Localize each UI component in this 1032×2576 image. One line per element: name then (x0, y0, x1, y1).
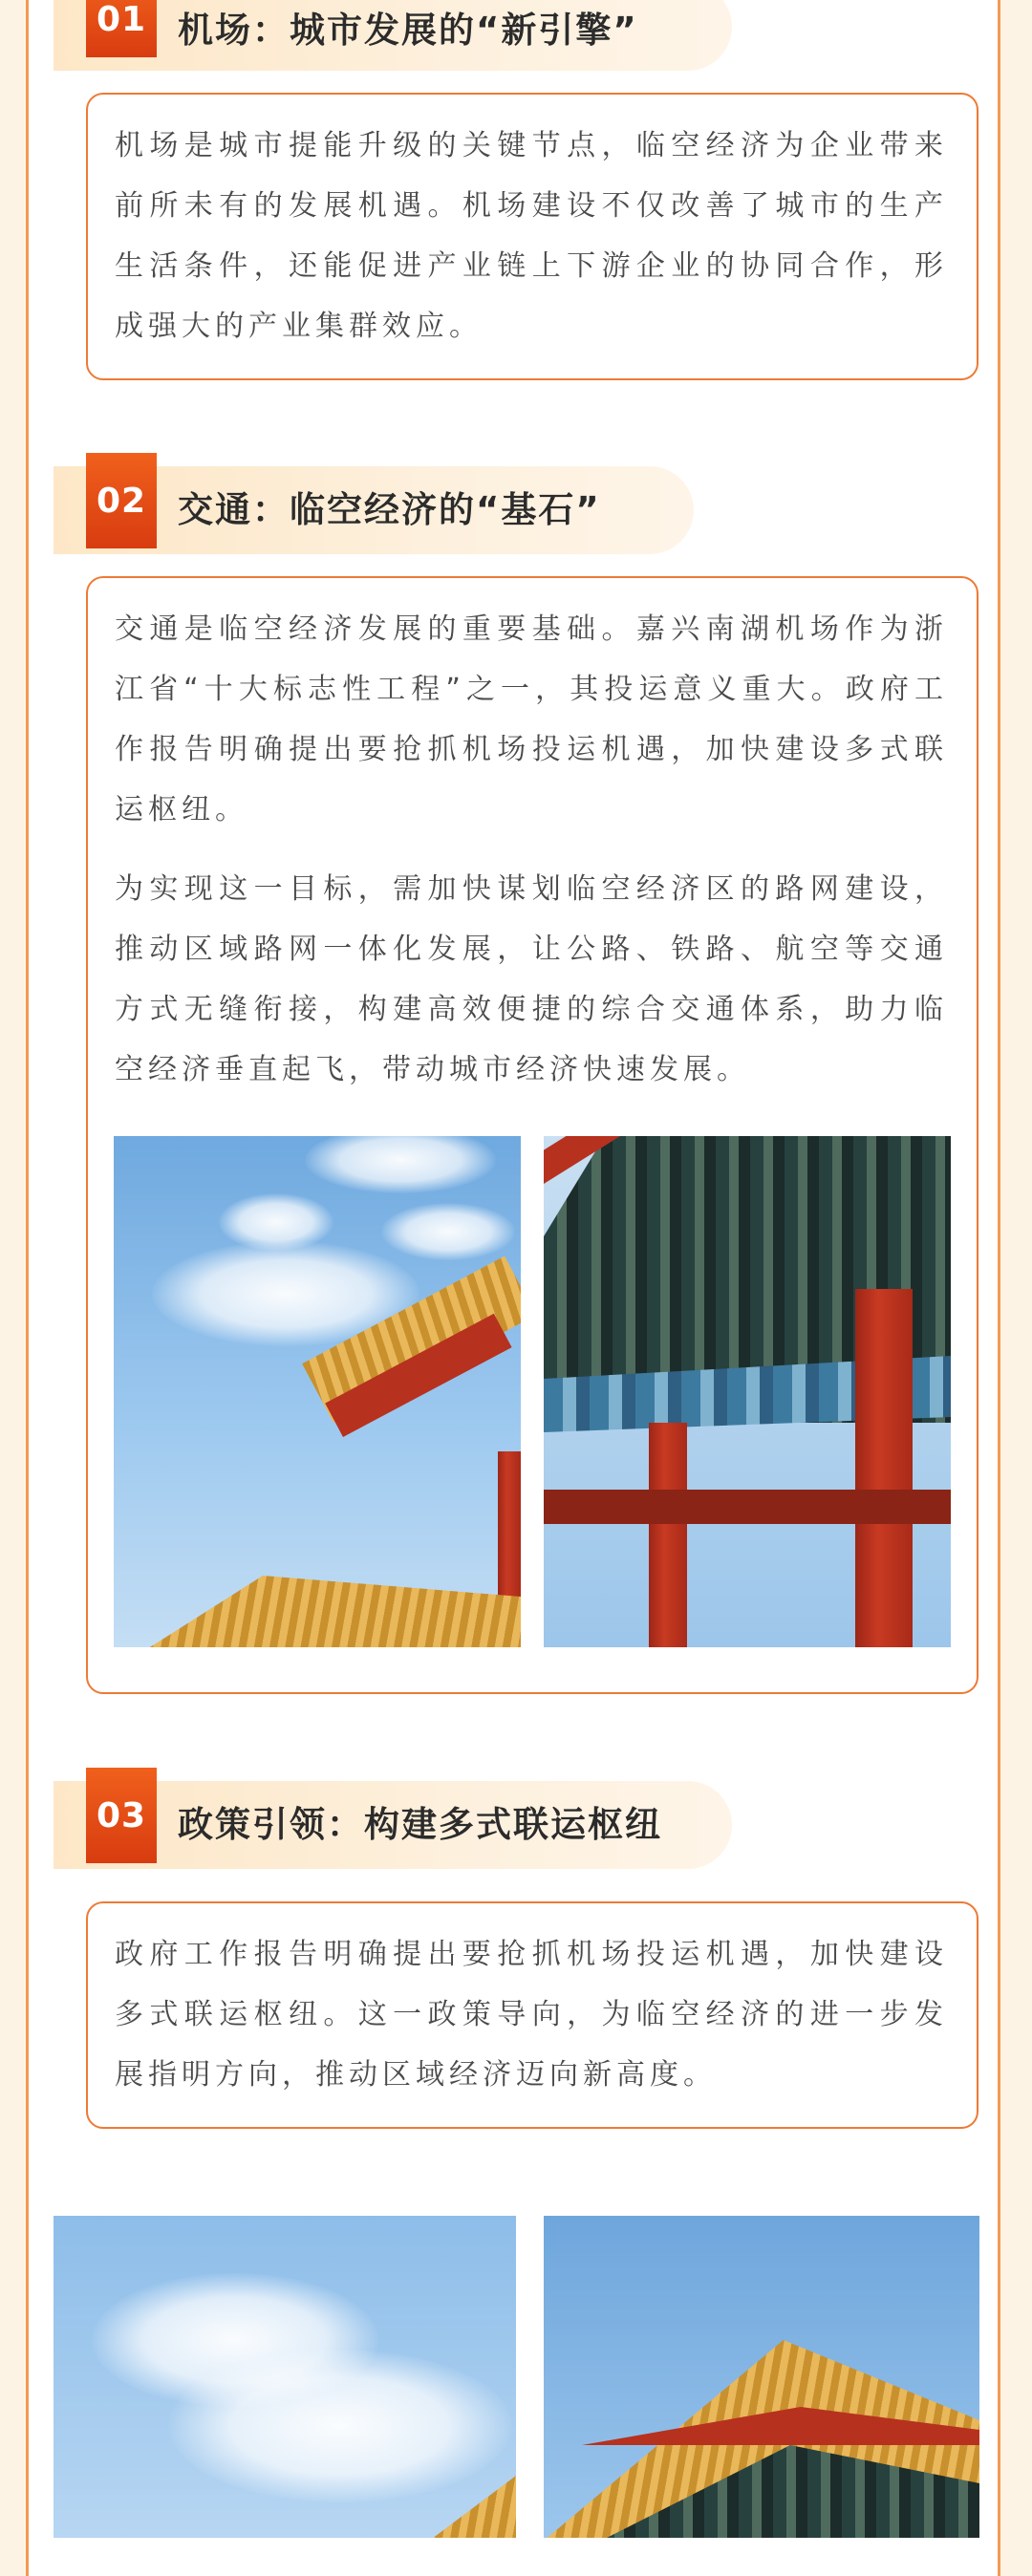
paragraph: 政府工作报告明确提出要抢抓机场投运机遇，加快建设多式联运枢纽。这一政策导向，为临空经济的进一步发展指明方向，推动区域经济迈向新高度。 (115, 1938, 948, 2092)
section-02-header (54, 466, 694, 554)
sky-roof-photo (54, 2216, 516, 2538)
section-03-header (54, 1781, 732, 1869)
section-number-badge: 01 (86, 0, 157, 57)
section-number-badge: 02 (86, 453, 157, 548)
palace-eaves-photo (544, 1136, 951, 1647)
paragraph: 交通是临空经济发展的重要基础。嘉兴南湖机场作为浙江省“十大标志性工程”之一，其投运意义重大。政府工作报告明确提出要抢抓机场投运机遇，加快建设多式联运枢纽。 (115, 612, 948, 826)
section-01-card (86, 93, 978, 380)
section-title: 机场：城市发展的“新引擎” (178, 10, 638, 51)
palace-roof-photo (114, 1136, 521, 1647)
section-title: 交通：临空经济的“基石” (178, 489, 601, 530)
paragraph: 为实现这一目标，需加快谋划临空经济区的路网建设，推动区域路网一体化发展，让公路、铁路、航空等交通方式无缝衔接，构建高效便捷的综合交通体系，助力临空经济垂直起飞，带动城市经济快速发展。 (115, 872, 948, 1086)
section-01-header (54, 0, 732, 71)
palace-corner-roof-photo (544, 2216, 979, 2538)
section-title: 政策引领：构建多式联运枢纽 (178, 1804, 662, 1845)
section-03-card (86, 1901, 978, 2129)
paragraph: 机场是城市提能升级的关键节点，临空经济为企业带来前所未有的发展机遇。机场建设不仅改善了城市的生产生活条件，还能促进产业链上下游企业的协同合作，形成强大的产业集群效应。 (115, 129, 948, 343)
section-number-badge: 03 (86, 1768, 157, 1863)
